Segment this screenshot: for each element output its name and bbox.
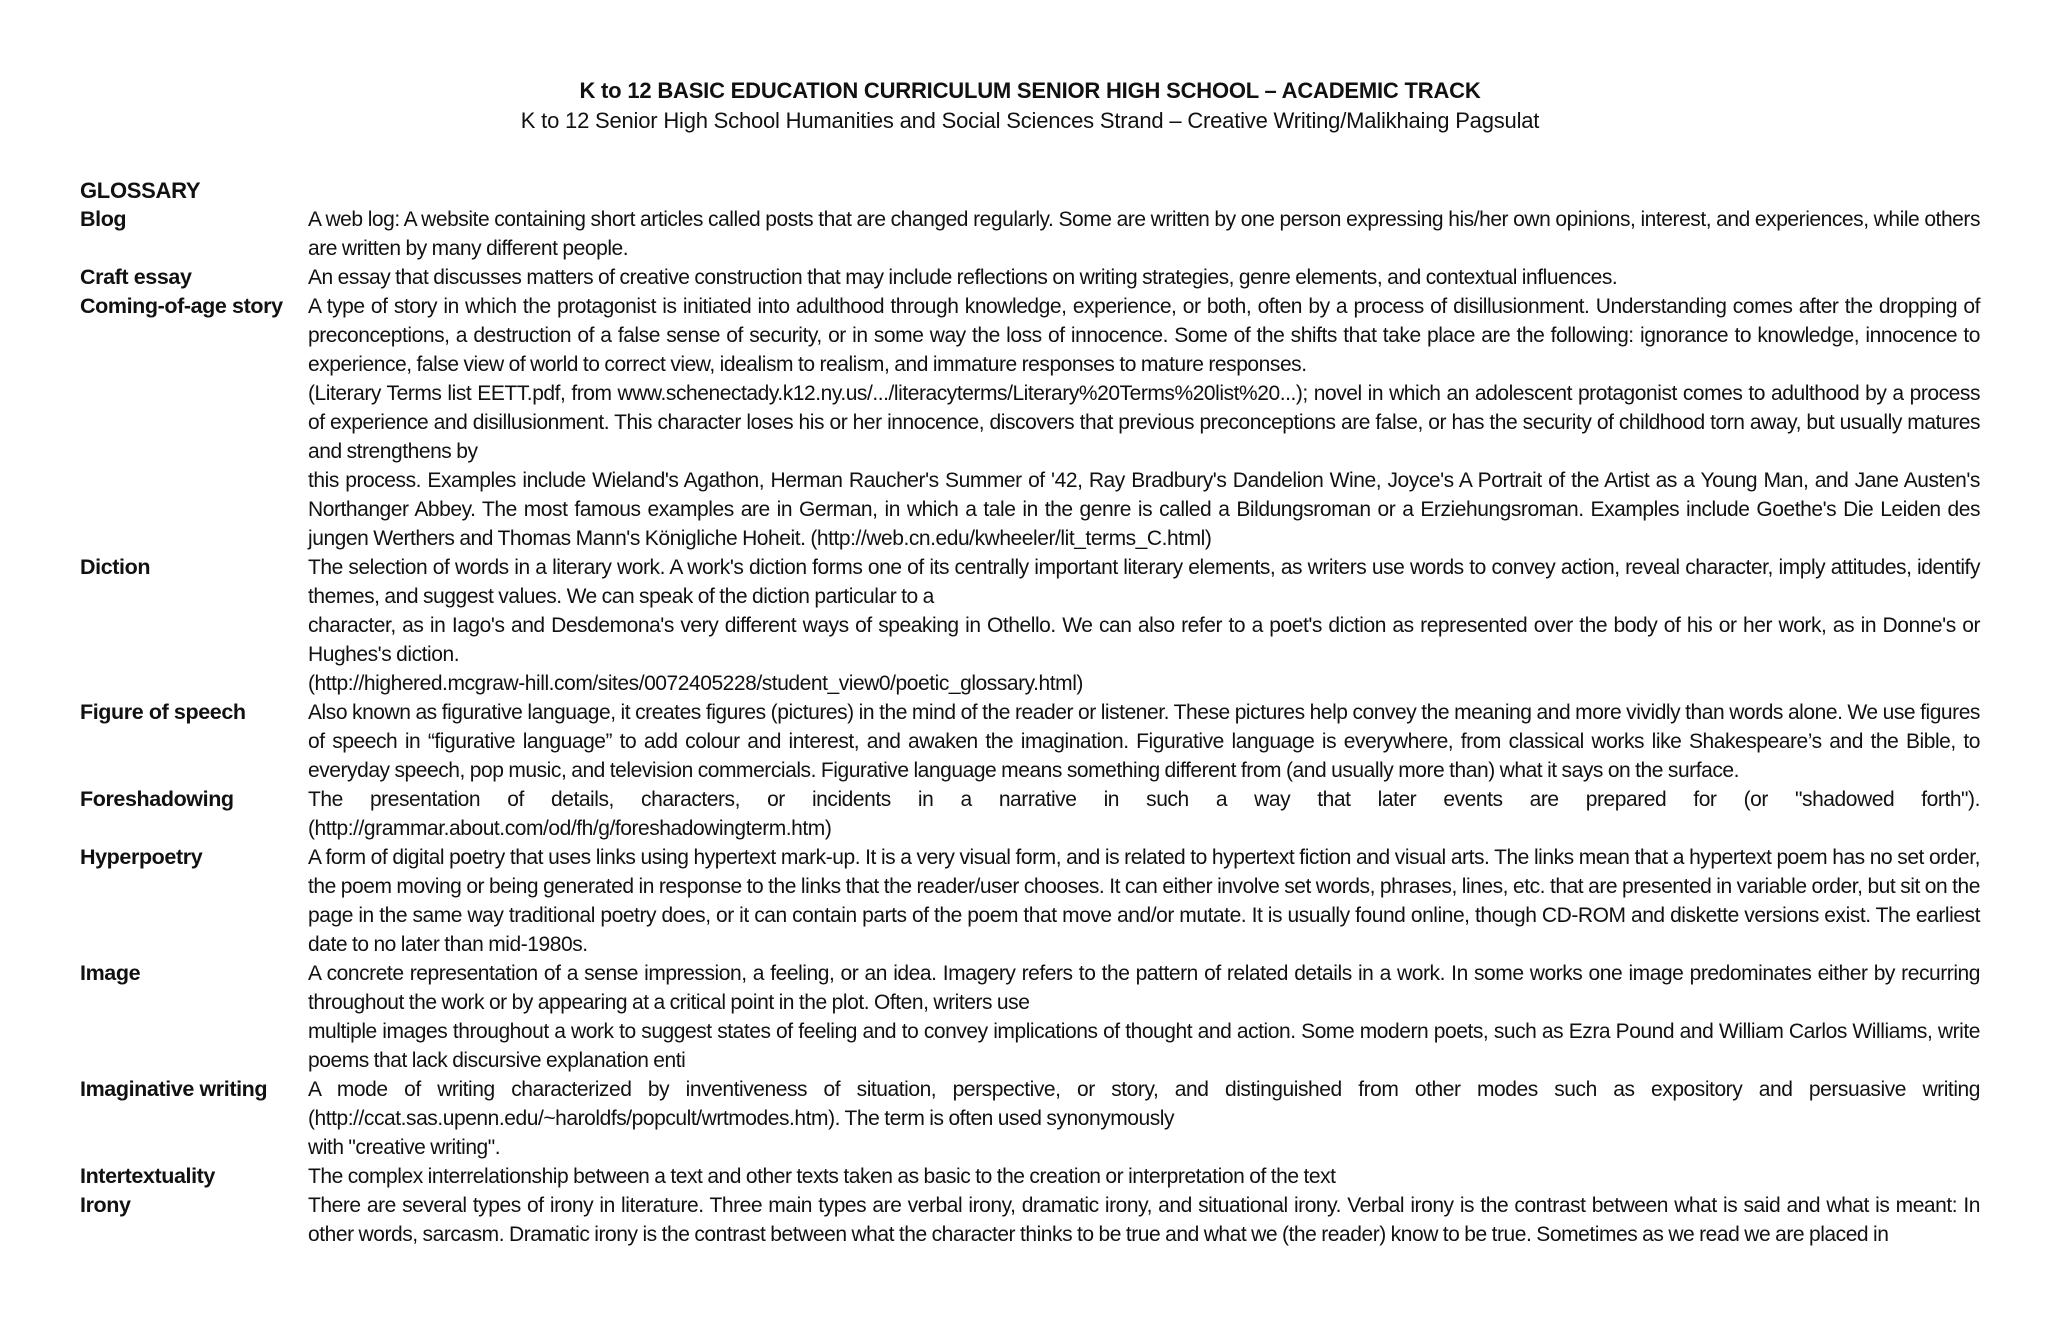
glossary-entry bbox=[80, 698, 1980, 785]
glossary-term: Coming-of-age story bbox=[80, 294, 283, 318]
glossary-term: Imaginative writing bbox=[80, 1077, 268, 1101]
glossary-entry bbox=[80, 292, 1980, 553]
definition-paragraph: The complex interrelationship between a text and other texts taken as basic to the creation or interpretation of the text bbox=[308, 1165, 1336, 1188]
glossary-entry bbox=[80, 263, 1980, 292]
glossary-entry bbox=[80, 1162, 1980, 1191]
glossary-heading: GLOSSARY bbox=[80, 178, 201, 203]
glossary-definition bbox=[308, 292, 1980, 553]
definition-paragraph: A form of digital poetry that uses links using hypertext mark-up. It is a very visual form, and is related to hypertext fiction and visual arts. The links mean that a hypertext poem has no set order, the poem moving or being generated in response to the links that the reader/user chooses. It can either involve set words, phrases, lines, etc. that are presented in variable order, but sit on the page in the same way traditional poetry does, or it can contain parts of the poem that move and/or mutate. It is usually found online, though CD-ROM and diskette versions exist. The earliest date to no later than mid-1980s. bbox=[308, 846, 1980, 956]
definition-paragraph: with "creative writing". bbox=[308, 1136, 501, 1159]
glossary-term: Foreshadowing bbox=[80, 787, 234, 811]
document-page bbox=[80, 76, 1980, 1249]
glossary-entry bbox=[80, 843, 1980, 959]
definition-paragraph: multiple images throughout a work to suggest states of feeling and to convey implications of thought and action. Some modern poets, such as Ezra Pound and William Carlos Williams, write poems that lack discursive explanation enti bbox=[308, 1020, 1980, 1072]
definition-paragraph: A web log: A website containing short articles called posts that are changed regularly. Some are written by one person expressing his/her own opinions, interest, and experiences, while others are written by many different people. bbox=[308, 208, 1980, 260]
definition-paragraph: A mode of writing characterized by inventiveness of situation, perspective, or story, and distinguished from other modes such as expository and persuasive writing (http://ccat.sas.upenn.edu/~haroldfs/popcult/wrtmodes.htm). The term is often used synonymously bbox=[308, 1078, 1980, 1130]
glossary-entry bbox=[80, 1191, 1980, 1249]
glossary-definition bbox=[308, 1162, 1980, 1191]
definition-paragraph: (Literary Terms list EETT.pdf, from www.schenectady.k12.ny.us/.../literacyterms/Literary%20Terms%20list%20...); novel in which an adolescent protagonist comes to adulthood by a process of experience and disillusionment. This character loses his or her innocence, discovers that previous preconceptions are false, or has the security of childhood torn away, but usually matures and strengthens by bbox=[308, 382, 1980, 463]
glossary-term: Blog bbox=[80, 207, 127, 231]
glossary-entry bbox=[80, 785, 1980, 843]
glossary-term: Diction bbox=[80, 555, 151, 579]
definition-paragraph: A type of story in which the protagonist is initiated into adulthood through knowledge, experience, or both, often by a process of disillusionment. Understanding comes after the dropping of preconceptions, a destruction of a false sense of security, or in some way the loss of innocence. Some of the shifts that take place are the following: ignorance to knowledge, innocence to experience, false view of world to correct view, idealism to realism, and immature responses to mature responses. bbox=[308, 295, 1980, 376]
definition-paragraph: There are several types of irony in literature. Three main types are verbal irony, dramatic irony, and situational irony. Verbal irony is the contrast between what is said and what is meant: In other words, sarcasm. Dramatic irony is the contrast between what the character thinks to be true and what we (the reader) know to be true. Sometimes as we read we are placed in bbox=[308, 1194, 1980, 1246]
glossary-entry bbox=[80, 553, 1980, 698]
glossary-definition bbox=[308, 1191, 1980, 1249]
glossary-definition bbox=[308, 843, 1980, 959]
glossary-term: Figure of speech bbox=[80, 700, 246, 724]
glossary-term: Craft essay bbox=[80, 265, 192, 289]
definition-paragraph: The presentation of details, characters, or incidents in a narrative in such a way that later events are prepared for (or "shadowed forth"). (http://grammar.about.com/od/fh/g/foreshadowingterm.htm) bbox=[308, 788, 1980, 840]
glossary-term: Irony bbox=[80, 1193, 131, 1217]
glossary-entry bbox=[80, 959, 1980, 1075]
definition-paragraph: (http://highered.mcgraw-hill.com/sites/0072405228/student_view0/poetic_glossary.html) bbox=[308, 672, 1083, 695]
document-header bbox=[80, 76, 1980, 136]
glossary-definition bbox=[308, 553, 1980, 698]
glossary-entry bbox=[80, 205, 1980, 263]
glossary-term: Image bbox=[80, 961, 141, 985]
glossary-term: Intertextuality bbox=[80, 1164, 215, 1188]
definition-paragraph: The selection of words in a literary work. A work's diction forms one of its centrally important literary elements, as writers use words to convey action, reveal character, imply attitudes, identify themes, and suggest values. We can speak of the diction particular to a bbox=[308, 556, 1980, 608]
definition-paragraph: Also known as figurative language, it creates figures (pictures) in the mind of the reader or listener. These pictures help convey the meaning and more vividly than words alone. We use figures of speech in “figurative language” to add colour and interest, and awaken the imagination. Figurative language is everywhere, from classical works like Shakespeare’s and the Bible, to everyday speech, pop music, and television commercials. Figurative language means something different from (and usually more than) what it says on the surface. bbox=[308, 701, 1980, 782]
glossary-list bbox=[80, 205, 1980, 1249]
glossary-definition bbox=[308, 785, 1980, 843]
glossary-definition bbox=[308, 1075, 1980, 1162]
document-subtitle: K to 12 Senior High School Humanities and Social Sciences Strand – Creative Writing/Malikhaing Pagsulat bbox=[520, 108, 1540, 133]
glossary-term: Hyperpoetry bbox=[80, 845, 203, 869]
definition-paragraph: this process. Examples include Wieland's Agathon, Herman Raucher's Summer of '42, Ray Bradbury's Dandelion Wine, Joyce's A Portrait of the Artist as a Young Man, and Jane Austen's Northanger Abbey. The most famous examples are in German, in which a tale in the genre is called a Bildungsroman or a Erziehungsroman. Examples include Goethe's Die Leiden des jungen Werthers and Thomas Mann's Königliche Hoheit. (http://web.cn.edu/kwheeler/lit_terms_C.html) bbox=[308, 469, 1980, 550]
glossary-definition bbox=[308, 959, 1980, 1075]
definition-paragraph: character, as in Iago's and Desdemona's very different ways of speaking in Othello. We can also refer to a poet's diction as represented over the body of his or her work, as in Donne's or Hughes's diction. bbox=[308, 614, 1980, 666]
document-title: K to 12 BASIC EDUCATION CURRICULUM SENIOR HIGH SCHOOL – ACADEMIC TRACK bbox=[579, 78, 1481, 103]
glossary-definition bbox=[308, 698, 1980, 785]
glossary-entry bbox=[80, 1075, 1980, 1162]
definition-paragraph: An essay that discusses matters of creative construction that may include reflections on writing strategies, genre elements, and contextual influences. bbox=[308, 266, 1618, 289]
glossary-definition bbox=[308, 205, 1980, 263]
glossary-definition bbox=[308, 263, 1980, 292]
definition-paragraph: A concrete representation of a sense impression, a feeling, or an idea. Imagery refers to the pattern of related details in a work. In some works one image predominates either by recurring throughout the work or by appearing at a critical point in the plot. Often, writers use bbox=[308, 962, 1980, 1014]
